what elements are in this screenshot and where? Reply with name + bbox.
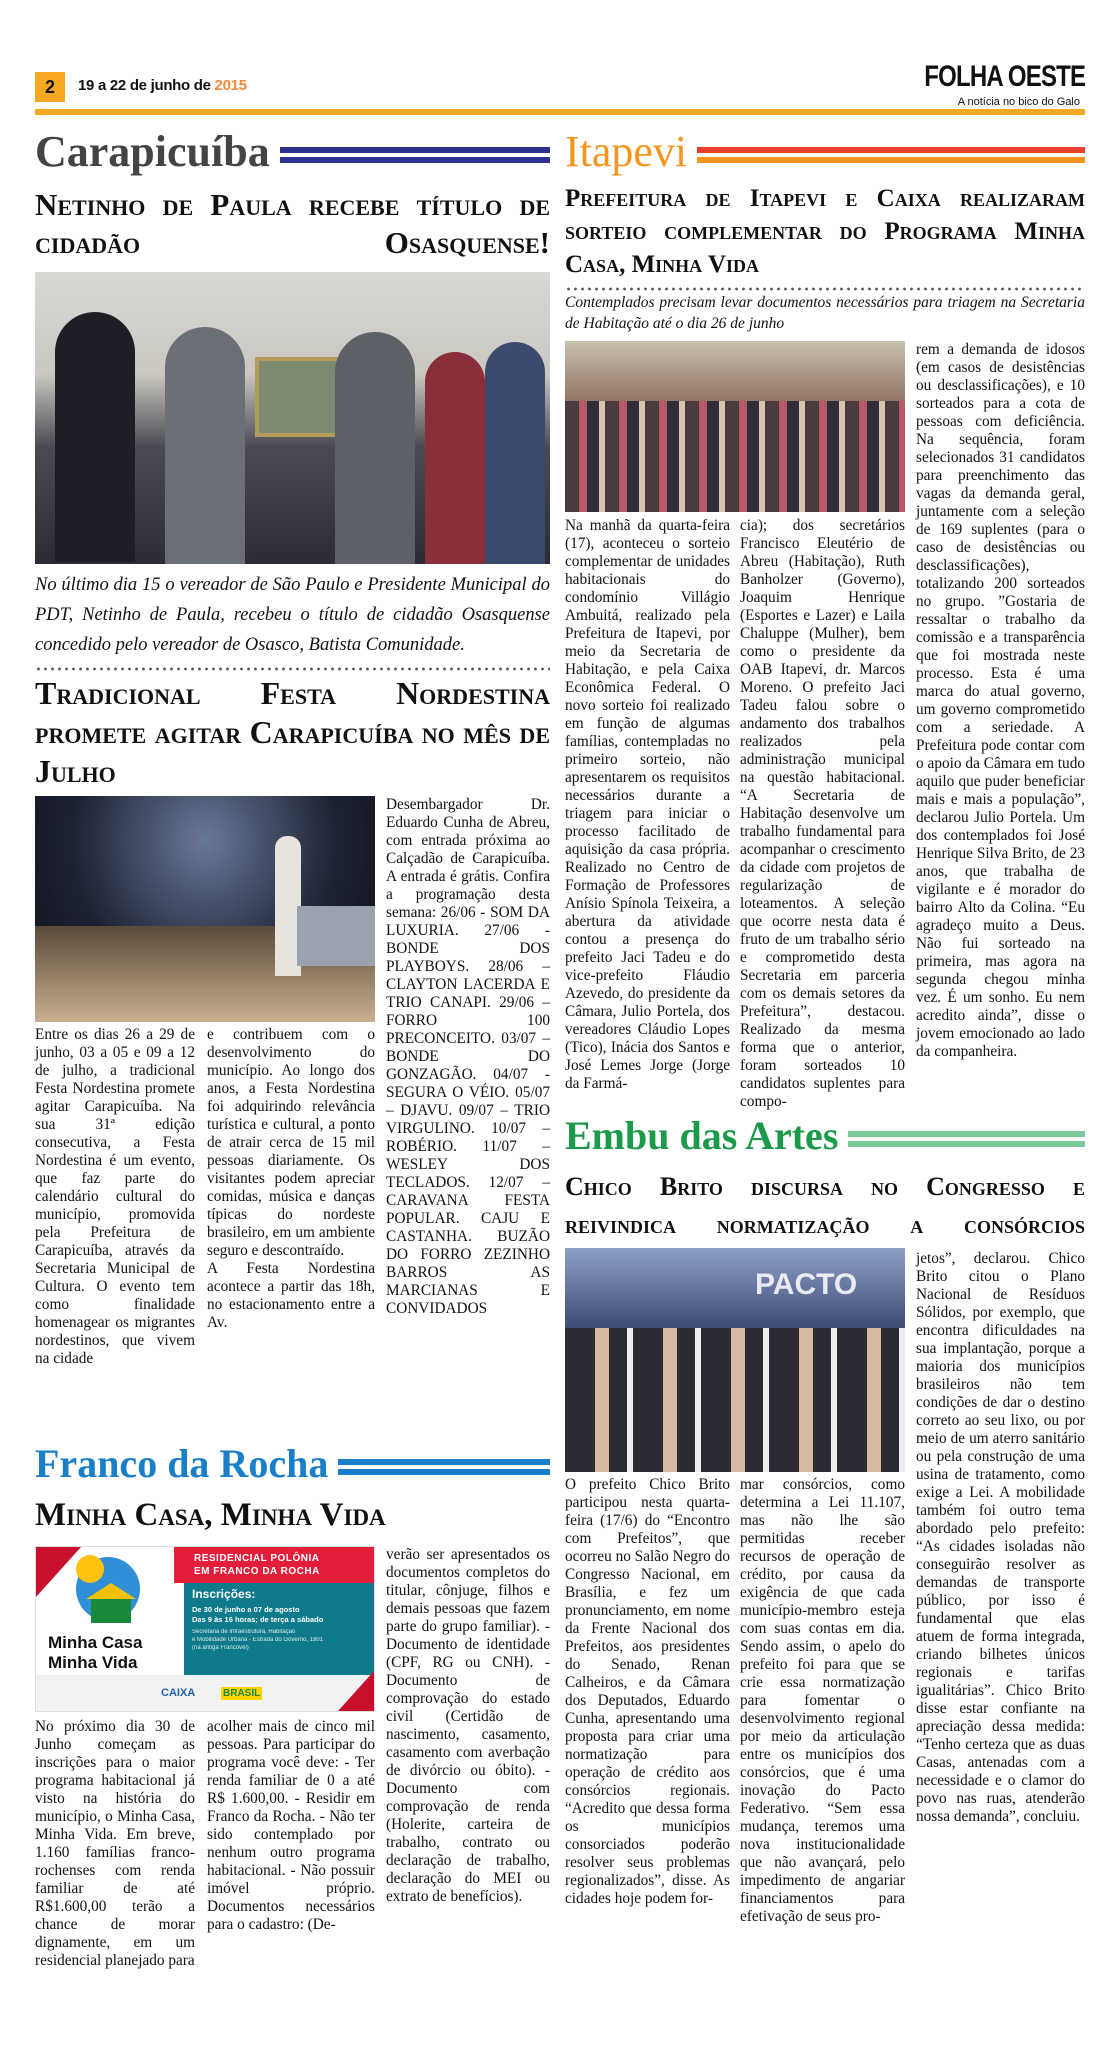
article-subtitle: Contemplados precisam levar documentos necessários para triagem na Secretaria de Habitação até o dia 26 de junho	[565, 294, 1085, 332]
section-header-embu-das-artes	[565, 1112, 1085, 1160]
section-header-itapevi	[565, 128, 1085, 176]
headline-netinho: Netinho de Paula recebe título de cidadão Osasquense!	[35, 187, 550, 260]
banner-address: e Mobilidade Urbana - Estrada do Governo, 1801	[192, 1637, 324, 1643]
headline-festa-nordestina: Tradicional Festa Nordestina promete agitar Carapicuíba no mês de Julho	[35, 675, 550, 789]
headline-minha-casa: Minha Casa, Minha Vida	[35, 1497, 386, 1533]
pacto-banner-text: PACTO	[755, 1268, 858, 1301]
brasil-logo: BRASIL	[223, 1688, 261, 1699]
section-title: Carapicuíba	[35, 127, 270, 176]
banner-address: Secretaria de Infraestrutura, Habitação	[192, 1629, 296, 1635]
caixa-logo: CAIXA	[161, 1687, 196, 1699]
newspaper-logo: FOLHA OESTE	[924, 60, 1085, 93]
photo-congresso	[565, 1248, 905, 1472]
banner-title: EM FRANCO DA ROCHA	[194, 1566, 320, 1577]
headline-itapevi: Prefeitura de Itapevi e Caixa realizaram sorteio complementar do Programa Minha Casa, Minha Vida	[565, 185, 1085, 278]
date-text: 19 a 22 de junho de	[78, 77, 215, 94]
sun-icon	[76, 1555, 104, 1583]
header-rule	[35, 109, 1085, 115]
section-rule	[697, 147, 1085, 163]
newspaper-tagline: A notícia no bico do Galo	[957, 96, 1080, 108]
article-text-col2: acolher mais de cinco mil pessoas. Para participar do programa você deve: - Ter renda familiar de 0 a até R$ 1.600,00. - Residir em Franco da Rocha. - Não ter sido contemplado por nenhum outro programa habitacional. - Não possuir imóvel próprio. Documentos necessários para o cadastro: (De-	[207, 1718, 375, 1933]
section-title: Franco da Rocha	[35, 1441, 329, 1486]
banner-logo-text: Minha Vida	[48, 1653, 138, 1672]
paragraph: A Festa Nordestina acontece a partir das 18h, no estacionamento entre a Av.	[207, 1260, 375, 1331]
article-text-col1: Entre os dias 26 a 29 de junho, 03 a 05 e 09 a 12 de julho, a tradicional Festa Nordestina promete agitar Carapicuíba. Na sua 31ª edição consecutiva, a Festa Nordestina é um evento, que faz parte do calendário cultural do município, promovida pela Prefeitura de Carapicuíba, através da Secretaria Municipal de Cultura. O evento tem como finalidade homenagear os migrantes nordestinos, que vivem na cidade	[35, 1026, 195, 1367]
article-text-col2	[207, 1026, 375, 1332]
article-text-col3: jetos”, declarou. Chico Brito citou o Plano Nacional de Resíduos Sólidos, por exemplo, que encontra dificuldades na sua implantação, porque a maioria dos municípios brasileiros não tem condições de dar o destino correto ao seu lixo, ou por meio de um aterro sanitário ou pela construção de uma usina de tratamento, como exige a Lei. A mobilidade também foi outro tema abordado pelo prefeito: “As cidades isoladas não conseguirão resolver as demandas de transporte público, por isso é fundamental que elas atuem de forma integrada, criando bilhetes únicos regionais e tarifas igualitárias”. Chico Brito disse estar confiante na apreciação dessa medida: “Tenho certeza que as duas Casas, antenadas com a necessidade e o clamor do povo nas ruas, atenderão nossa demanda”, concluiu.	[916, 1250, 1085, 1825]
section-header-franco-da-rocha	[35, 1440, 550, 1488]
paragraph: e contribuem com o desenvolvimento do município. Ao longo dos anos, a Festa Nordestina foi adquirindo relevância turística e cultural, a ponto de atrair cerca de 15 mil pessoas diariamente. Os visitantes podem apreciar comidas, música e danças típicas do nordeste brasileiro, em um ambiente seguro e descontraído.	[207, 1026, 375, 1259]
house-icon	[91, 1595, 131, 1623]
page-number: 2	[35, 72, 65, 102]
article-text-col2: mar consórcios, como determina a Lei 11.107, mas não lhe são permitidas receber recursos de operação de crédito, por causa da exigência de que cada município-membro esteja com suas contas em dia. Sendo assim, o apelo do prefeito foi para que se crie essa normatização para fomentar o desenvolvimento regional por meio da articulação entre os municípios dos consórcios, que é uma inovação do Pacto Federativo. “Sem essa mudança, teremos uma nova institucionalidade que não avançará, pelo impedimento de angariar financiamentos para efetivação de seus pro-	[740, 1476, 905, 1925]
issue-date	[78, 77, 247, 95]
photo-caption: No último dia 15 o vereador de São Paulo e Presidente Municipal do PDT, Netinho de Paula, recebeu o título de cidadão Osasquense concedido pelo vereador de Osasco, Batista Comunidade.	[35, 575, 550, 655]
article-text-col1: Na manhã da quarta-feira (17), aconteceu o sorteio complementar de unidades habitacionais do condomínio Villágio Ambuitá, realizado pela Prefeitura de Itapevi, por meio da Secretaria de Habitação, e pela Caixa Econômica Federal. O novo sorteio foi realizado em função de algumas famílias, contempladas no primeiro sorteio, não apresentarem os requisitos necessários durante a triagem para iniciar o processo facilitado de aquisição da casa própria. Realizado no Centro de Formação de Professores Anísio Spínola Teixeira, a abertura da atividade contou a presença do prefeito Jaci Tadeu e do vice-prefeito Fláudio Azevedo, do presidente da Câmara, Julio Portela, dos vereadores Cláudio Lopes (Tico), Inácia dos Santos e José Lemes Jorge (Jorge da Farmá-	[565, 517, 730, 1092]
dotted-divider	[35, 667, 550, 671]
article-text-col2: cia); dos secretários Francisco Eleutério de Abreu (Habitação), Ruth Banholzer (Governo), Joaquim Henrique (Esportes e Lazer) e Laila Chaluppe (Mulher), bem como o presidente da OAB Itapevi, dr. Marcos Moreno. O prefeito Jaci Tadeu falou sobre o andamento dos trabalhos realizados pela administração municipal na questão habitacional. “A Secretaria de Habitação desenvolve um trabalho fundamental para acompanhar o crescimento da cidade com projetos de regularização de loteamentos. A seleção que ocorre nesta data é fruto de um trabalho sério e comprometido desta Secretaria em parceria com os demais setores da Prefeitura”, destacou. Realizado da mesma forma que o anterior, foram sorteados 10 candidatos suplentes para compo-	[740, 517, 905, 1110]
photo-sorteio-audience	[565, 341, 905, 512]
banner-inscricoes: Inscrições:	[192, 1587, 256, 1601]
dotted-divider	[565, 287, 1085, 291]
banner-title: RESIDENCIAL POLÔNIA	[194, 1553, 320, 1564]
minha-casa-banner	[35, 1546, 375, 1712]
photo-festa-stage	[35, 796, 375, 1022]
banner-logo-text: Minha Casa	[48, 1633, 143, 1652]
article-text-col1: No próximo dia 30 de Junho começam as inscrições para o maior programa habitacional já visto na história do município, o Minha Casa, Minha Vida. Em breve, 1.160 famílias franco-rochenses com renda familiar de até R$1.600,00 terão a chance de morar dignamente, em um residencial planejado para	[35, 1718, 195, 1969]
banner-hours: Das 9 às 16 horas; de terça a sábado	[192, 1615, 324, 1624]
article-text-col3: Desembargador Dr. Eduardo Cunha de Abreu, com entrada próxima ao Calçadão de Carapicuíba. A entrada é grátis. Confira a programação desta semana: 26/06 - SOM DA LUXURIA. 27/06 - BONDE DOS PLAYBOYS. 28/06 – CLAYTON LACERDA E TRIO CANAPI. 29/06 – FORRO 100 PRECONCEITO. 03/07 – BONDE DO GONZAGÃO. 04/07 -SEGURA O VÉIO. 05/07 – DJAVU. 09/07 – TRIO VIRGULINO. 10/07 – ROBÉRIO. 11/07 – WESLEY DOS TECLADOS. 12/07 – CARAVANA FESTA POPULAR. CAJU E CASTANHA. BUZÃO DO FORRO ZEZINHO BARROS AS MARCIANAS E CONVIDADOS	[386, 796, 550, 1317]
section-title: Itapevi	[565, 127, 688, 176]
banner-address: (na antiga Francovel)	[192, 1645, 249, 1651]
section-rule	[848, 1131, 1085, 1147]
section-header-carapicuiba	[35, 128, 550, 176]
article-text-col3: rem a demanda de idosos (em casos de desistências ou desclassificações), e 10 sorteados para a cota de pessoas com deficiência. Na sequência, foram selecionados 31 candidatos para preenchimento das vagas da demanda geral, juntamente com a seleção de 169 suplentes (para o caso de desistências ou desclassificações), totalizando 200 sorteados no grupo. ”Gostaria de ressaltar o trabalho da comissão e a transparência que foi mostrada neste processo. Esta é uma marca do atual governo, um governo comprometido com a seriedade. A Prefeitura pode contar com o apoio da Câmara em tudo aquilo que puder beneficiar mais e mais a população”, declarou Julio Portela. Um dos contemplados foi José Henrique Silva Brito, de 23 anos, que trabalha de vigilante e é morador do bairro Alto da Colina. “Eu agradeço muito a Deus. Não fui sorteado na primeira, mas agora na segunda chegou minha vez. É um sonho. Eu nem acredito ainda”, disse o jovem emocionado ao lado da companheira.	[916, 341, 1085, 1060]
article-text-col3: verão ser apresentados os documentos completos do titular, cônjuge, filhos e demais pessoas que fazem parte do grupo familiar). - Documento de identidade (CPF, RG ou CNH). - Documento de comprovação do estado civil (Certidão de nascimento, casamento, casamento com averbação de divórcio ou óbito). - Documento com comprovação de renda (Holerite, carteira de trabalho, contrato ou declaração de trabalho, declaração do MEI ou extrato de benefícios).	[386, 1546, 550, 1905]
photo-title-ceremony	[35, 272, 550, 564]
date-year: 2015	[214, 77, 247, 94]
banner-dates: De 30 de junho a 07 de agosto	[192, 1605, 300, 1614]
headline-chico-brito: Chico Brito discursa no Congresso e reivindica normatização a consórcios	[565, 1172, 1085, 1239]
article-text-col1: O prefeito Chico Brito participou nesta quarta-feira (17/6) do “Encontro com Prefeitos”, que ocorreu no Salão Negro do Congresso Nacional, em Brasília, e fez um pronunciamento, em nome da Frente Nacional dos Prefeitos, aos presidentes do Senado, Renan Calheiros, e da Câmara dos Deputados, Eduardo Cunha, apresentando uma proposta para criar uma normatização para operação de crédito aos consórcios regionais. “Acredito que dessa forma os municípios consorciados poderão resolver seus problemas regionalizados”, disse. As cidades hoje podem for-	[565, 1476, 730, 1907]
section-title: Embu das Artes	[565, 1113, 839, 1158]
section-rule	[338, 1459, 550, 1475]
section-rule	[280, 147, 550, 163]
